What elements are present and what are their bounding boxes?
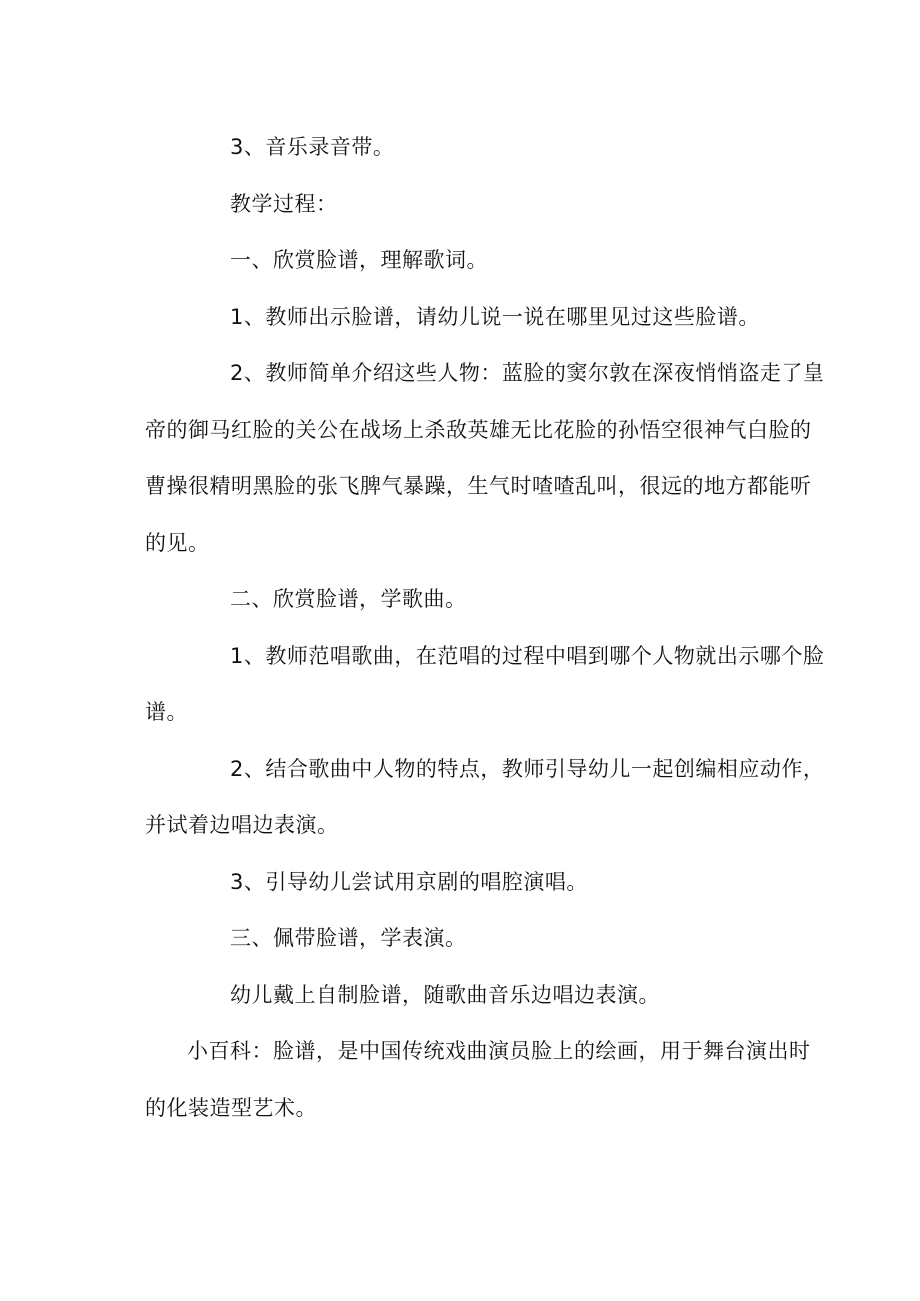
step-one-item-2-cont-3: 的见。: [145, 531, 210, 555]
step-three-text: 幼儿戴上自制脸谱，随歌曲音乐边唱边表演。: [230, 983, 660, 1007]
step-two-item-2-cont: 并试着边唱边表演。: [145, 813, 339, 837]
step-one-item-2-cont-1: 帝的御马红脸的关公在战场上杀敌英雄无比花脸的孙悟空很神气白脸的: [145, 418, 812, 442]
step-one-item-1: 1、教师出示脸谱，请幼儿说一说在哪里见过这些脸谱。: [230, 305, 760, 329]
step-three-heading: 三、佩带脸谱，学表演。: [230, 926, 467, 950]
step-two-item-1: 1、教师范唱歌曲，在范唱的过程中唱到哪个人物就出示哪个脸: [230, 644, 825, 668]
step-two-item-1-cont: 谱。: [145, 700, 188, 724]
step-two-item-2: 2、结合歌曲中人物的特点，教师引导幼儿一起创编相应动作，: [230, 757, 825, 781]
encyclopedia-note-cont: 的化装造型艺术。: [145, 1096, 317, 1120]
encyclopedia-note: 小百科：脸谱，是中国传统戏曲演员脸上的绘画，用于舞台演出时: [187, 1039, 811, 1063]
step-one-item-2-cont-2: 曹操很精明黑脸的张飞脾气暴躁，生气时喳喳乱叫，很远的地方都能听: [145, 474, 812, 498]
step-two-item-3: 3、引导幼儿尝试用京剧的唱腔演唱。: [230, 870, 588, 894]
material-item-3: 3、音乐录音带。: [230, 135, 395, 159]
step-one-item-2: 2、教师简单介绍这些人物：蓝脸的窦尔敦在深夜悄悄盗走了皇: [230, 361, 825, 385]
step-two-heading: 二、欣赏脸谱，学歌曲。: [230, 587, 467, 611]
section-heading-teaching-process: 教学过程：: [230, 192, 338, 216]
step-one-heading: 一、欣赏脸谱，理解歌词。: [230, 248, 488, 272]
